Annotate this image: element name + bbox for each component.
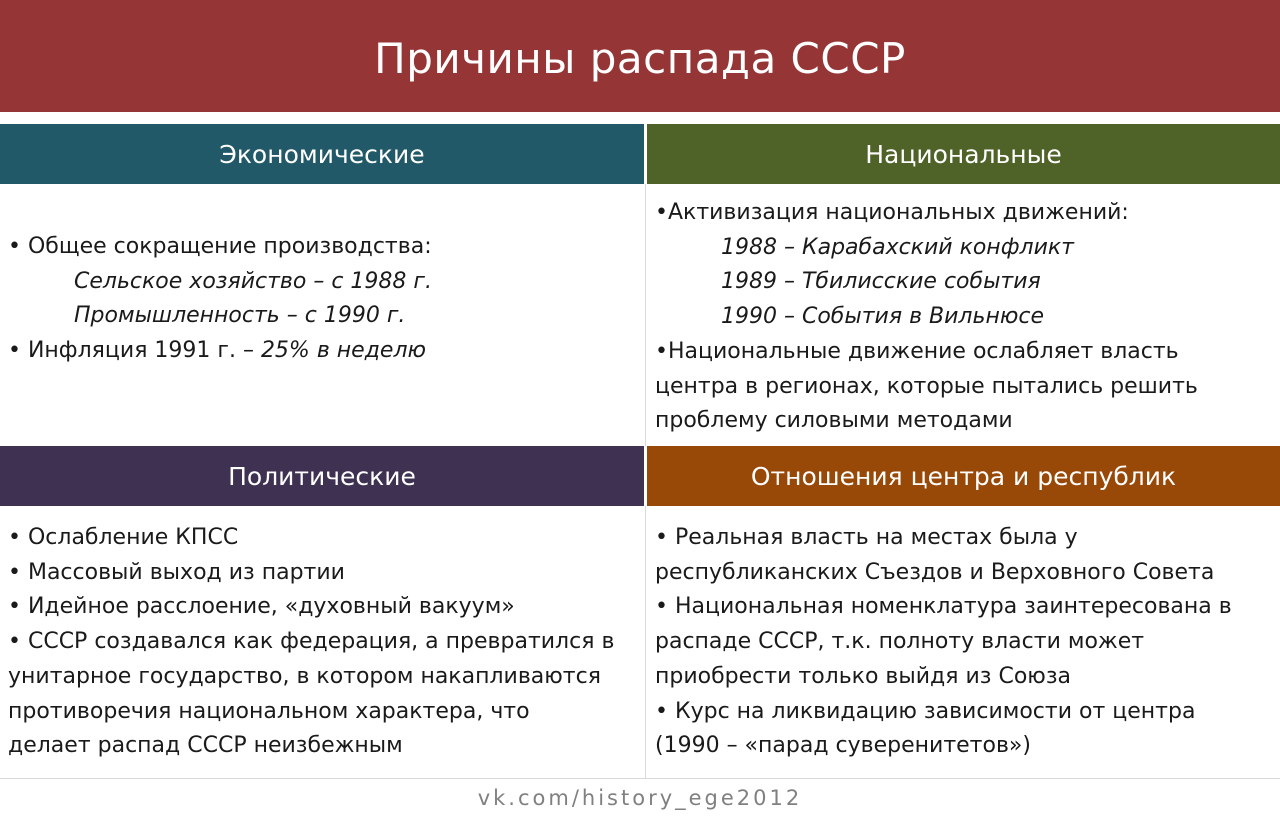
political-line: • Ослабление КПСС bbox=[8, 525, 239, 550]
page-title: Причины распада СССР bbox=[374, 33, 906, 83]
economic-line bbox=[8, 334, 638, 369]
inflation-value: 25% в неделю bbox=[260, 338, 427, 364]
national-line: 1988 – Карабахский конфликт bbox=[721, 234, 1074, 260]
inflation-text: • Инфляция 1991 г. – bbox=[8, 338, 261, 364]
relations-line: • Национальная номенклатура заинтересована в bbox=[655, 594, 1232, 620]
national-header: Национальные bbox=[647, 124, 1280, 184]
economic-header: Экономические bbox=[0, 124, 644, 184]
footer-divider bbox=[0, 778, 1280, 779]
economic-content bbox=[8, 230, 638, 369]
national-line: центра в регионах, которые пытались решить bbox=[655, 373, 1198, 399]
economic-line: • Общее сокращение производства: bbox=[8, 234, 432, 259]
political-line: противоречия национальном характера, что bbox=[8, 698, 530, 724]
political-line: • Идейное расслоение, «духовный вакуум» bbox=[8, 594, 515, 620]
national-line: •Национальные движение ослабляет власть bbox=[655, 338, 1179, 364]
economic-line: Промышленность – с 1990 г. bbox=[74, 303, 406, 329]
political-header: Политические bbox=[0, 446, 644, 506]
political-line: унитарное государство, в котором накапливаются bbox=[8, 663, 601, 689]
political-content bbox=[8, 521, 638, 764]
relations-line: • Курс на ликвидацию зависимости от центра bbox=[655, 698, 1196, 724]
title-bar bbox=[0, 0, 1280, 112]
national-line: проблему силовыми методами bbox=[655, 408, 1013, 434]
relations-header: Отношения центра и республик bbox=[647, 446, 1280, 506]
relations-line: • Реальная власть на местах была у bbox=[655, 525, 1078, 550]
national-line: •Активизация национальных движений: bbox=[655, 200, 1129, 225]
footer-link-text: vk.com/history_ege2012 bbox=[477, 786, 803, 810]
national-line: 1990 – События в Вильнюсе bbox=[721, 304, 1044, 330]
column-divider-bottom bbox=[645, 506, 646, 778]
relations-line: приобрести только выйдя из Союза bbox=[655, 663, 1072, 689]
political-line: делает распад СССР неизбежным bbox=[8, 733, 403, 759]
relations-line: (1990 – «парад суверенитетов») bbox=[655, 733, 1031, 759]
economic-line: Сельское хозяйство – с 1988 г. bbox=[74, 268, 432, 294]
relations-line: распаде СССР, т.к. полноту власти может bbox=[655, 629, 1145, 655]
political-line: • СССР создавался как федерация, а превратился в bbox=[8, 629, 615, 655]
column-divider-top bbox=[645, 184, 646, 446]
relations-content bbox=[655, 521, 1275, 764]
national-content bbox=[655, 196, 1275, 439]
national-line: 1989 – Тбилисские события bbox=[721, 269, 1041, 295]
political-line: • Массовый выход из партии bbox=[8, 559, 345, 585]
relations-line: республиканских Съездов и Верховного Совета bbox=[655, 559, 1215, 585]
